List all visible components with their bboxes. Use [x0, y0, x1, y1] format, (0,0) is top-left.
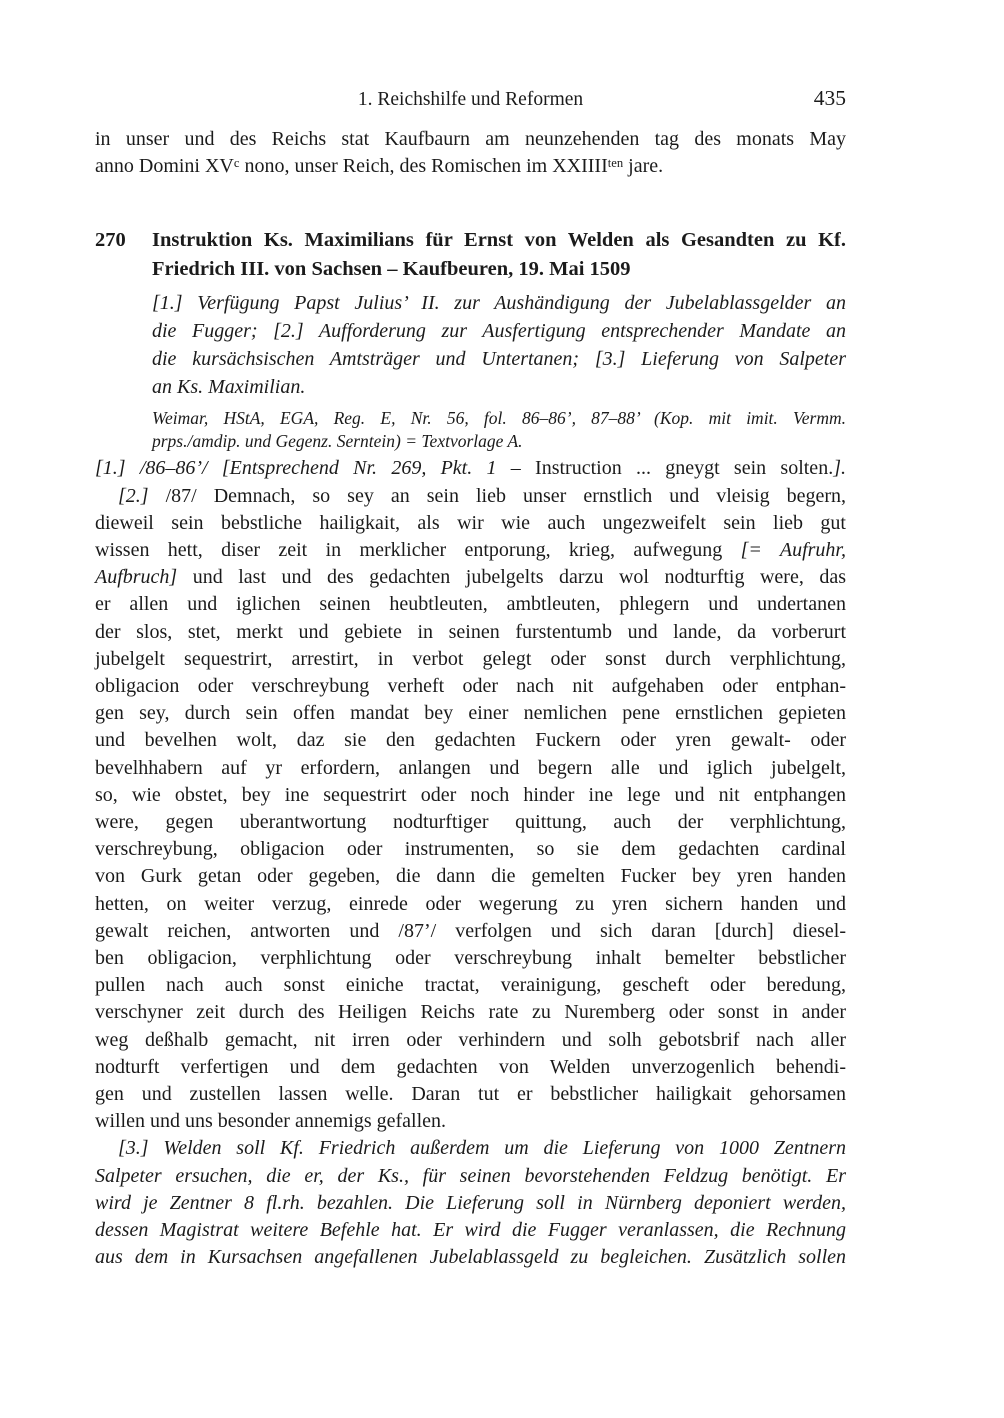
running-head	[95, 88, 846, 112]
entry-title	[152, 226, 846, 283]
text-line: der slos, stet, merkt und gebiete in seinen furstentumb und lande, da vorberurt	[95, 620, 846, 643]
text-line: hetten, on weiter verzug, einrede oder wegerung zu yren sichern handen und	[95, 892, 846, 915]
text-line: so, wie obstet, bey ine sequestrirt oder noch hinder ine lege und nit entphangen	[95, 783, 846, 806]
text-line: die kursächsischen Amtsträger und Untertanen; [3.] Lieferung von Salpeter	[152, 348, 846, 371]
text-line: Instruktion Ks. Maximilians für Ernst von Welden als Gesandten zu Kf.	[152, 229, 846, 252]
text-line: in unser und des Reichs stat Kaufbaurn am neunzehenden tag des monats May	[95, 128, 846, 150]
text-line: dieweil sein bebstliche hailigkait, als wir wie auch ungezweifelt sein lieb gut	[95, 511, 846, 534]
text-line: Aufbruch] und last und des gedachten jubelgelts darzu wol nodturftig were, das	[95, 566, 846, 589]
text-line: gen und zustellen lassen welle. Daran tut er bebstlicher hailigkait gehorsamen	[95, 1083, 846, 1106]
entry-number: 270	[95, 229, 126, 252]
intro-paragraph	[95, 126, 846, 182]
text-line: Friedrich III. von Sachsen – Kaufbeuren, 19. Mai 1509	[152, 257, 631, 280]
text-line: wird je Zentner 8 fl.rh. bezahlen. Die Lieferung soll in Nürnberg deponiert werden,	[95, 1191, 846, 1214]
text-line: dessen Magistrat weitere Befehle hat. Er wird die Fugger veranlassen, die Rechnung	[95, 1219, 846, 1242]
entry-summary	[152, 289, 846, 401]
text-line: die Fugger; [2.] Aufforderung zur Ausfertigung entsprechender Mandate an	[152, 320, 846, 343]
text-line: jubelgelt sequestrirt, arrestirt, in verbot gelegt oder sonst durch verphlichtung,	[95, 647, 846, 670]
entry-heading	[95, 226, 846, 283]
text-line: weg deßhalb gemacht, nit irren oder verhindern und solh gebotsbrif nach aller	[95, 1028, 846, 1051]
text-line: ben obligacion, verphlichtung oder verschreybung inhalt bemelter bebstlicher	[95, 947, 846, 970]
text-line: verschyner zeit durch des Heiligen Reichs rate zu Nuremberg oder sonst in ander	[95, 1001, 846, 1024]
text-line: wissen hett, diser zeit in merklicher entporung, krieg, aufwegung [= Aufruhr,	[95, 539, 846, 562]
text-line: an Ks. Maximilian.	[152, 376, 306, 399]
entry-source-citation	[152, 407, 846, 453]
text-line: Weimar, HStA, EGA, Reg. E, Nr. 56, fol. 86–86’, 87–88’ (Kop. mit imit. Vermm.	[152, 408, 846, 429]
text-line: were, gegen uberantwortung nodturftiger quittung, auch der verphlichtung,	[95, 811, 846, 834]
text-line: Salpeter ersuchen, die er, der Ks., für seinen bevorstehenden Feldzug benötigt. Er	[95, 1164, 846, 1187]
text-line: aus dem in Kursachsen angefallenen Jubelablassgeld zu begleichen. Zusätzlich sollen	[95, 1246, 846, 1269]
text-line: anno Domini $XV^c$ nono, unser Reich, des Romischen im $XXIIII^{ten}$ jare.	[95, 155, 664, 178]
text-line: [1.] /86–86’/ [Entsprechend Nr. 269, Pkt. 1 – Instruction ... gneygt sein solten.].	[95, 457, 846, 480]
text-line: nodturft verfertigen und dem gedachten von Welden unverzogenlich behendi-	[95, 1055, 846, 1078]
text-line: prps./amdip. und Gegenz. Serntein) = Textvorlage A.	[152, 431, 523, 452]
text-line: obligacion oder verschreybung verheft oder nach nit aufgehaben oder entphan-	[95, 675, 846, 698]
text-line: [2.] /87/ Demnach, so sey an sein lieb unser ernstlich und vleisig begern,	[118, 484, 846, 507]
text-line: willen und uns besonder annemigs gefallen.	[95, 1110, 447, 1133]
entry-body	[95, 455, 846, 1271]
text-line: gewalt reichen, antworten und /87’/ verfolgen und sich daran [durch] diesel-	[95, 919, 846, 942]
section-title: 1. Reichshilfe und Reformen	[357, 89, 584, 110]
text-line: von Gurk getan oder gegeben, die dann die gemelten Fucker bey yren handen	[95, 865, 846, 888]
text-line: [3.] Welden soll Kf. Friedrich außerdem um die Lieferung von 1000 Zentnern	[118, 1137, 846, 1160]
text-line: [1.] Verfügung Papst Julius’ II. zur Aushändigung der Jubelablassgelder an	[152, 292, 846, 315]
text-line: und bevelhen wolt, daz sie den gedachten Fuckern oder yren gewalt- oder	[95, 729, 846, 752]
text-line: gen sey, durch sein offen mandat bey einer nemlichen pene ernstlichen gepieten	[95, 702, 846, 725]
body-paragraph-2	[95, 483, 846, 1136]
body-paragraph-1	[95, 455, 846, 482]
text-line: er allen und iglichen seinen heubtleuten, ambtleuten, phlegern und undertanen	[95, 593, 846, 616]
text-line: bevelhhabern auf yr erfordern, anlangen und begern alle und iglich jubelgelt,	[95, 756, 846, 779]
text-line: pullen nach auch sonst einiche tractat, verainigung, gescheft oder beredung,	[95, 974, 846, 997]
text-line: verschreybung, obligacion oder instrumenten, so sie dem gedachten cardinal	[95, 838, 846, 861]
body-paragraph-3	[95, 1135, 846, 1271]
page-number: 435	[813, 86, 846, 110]
